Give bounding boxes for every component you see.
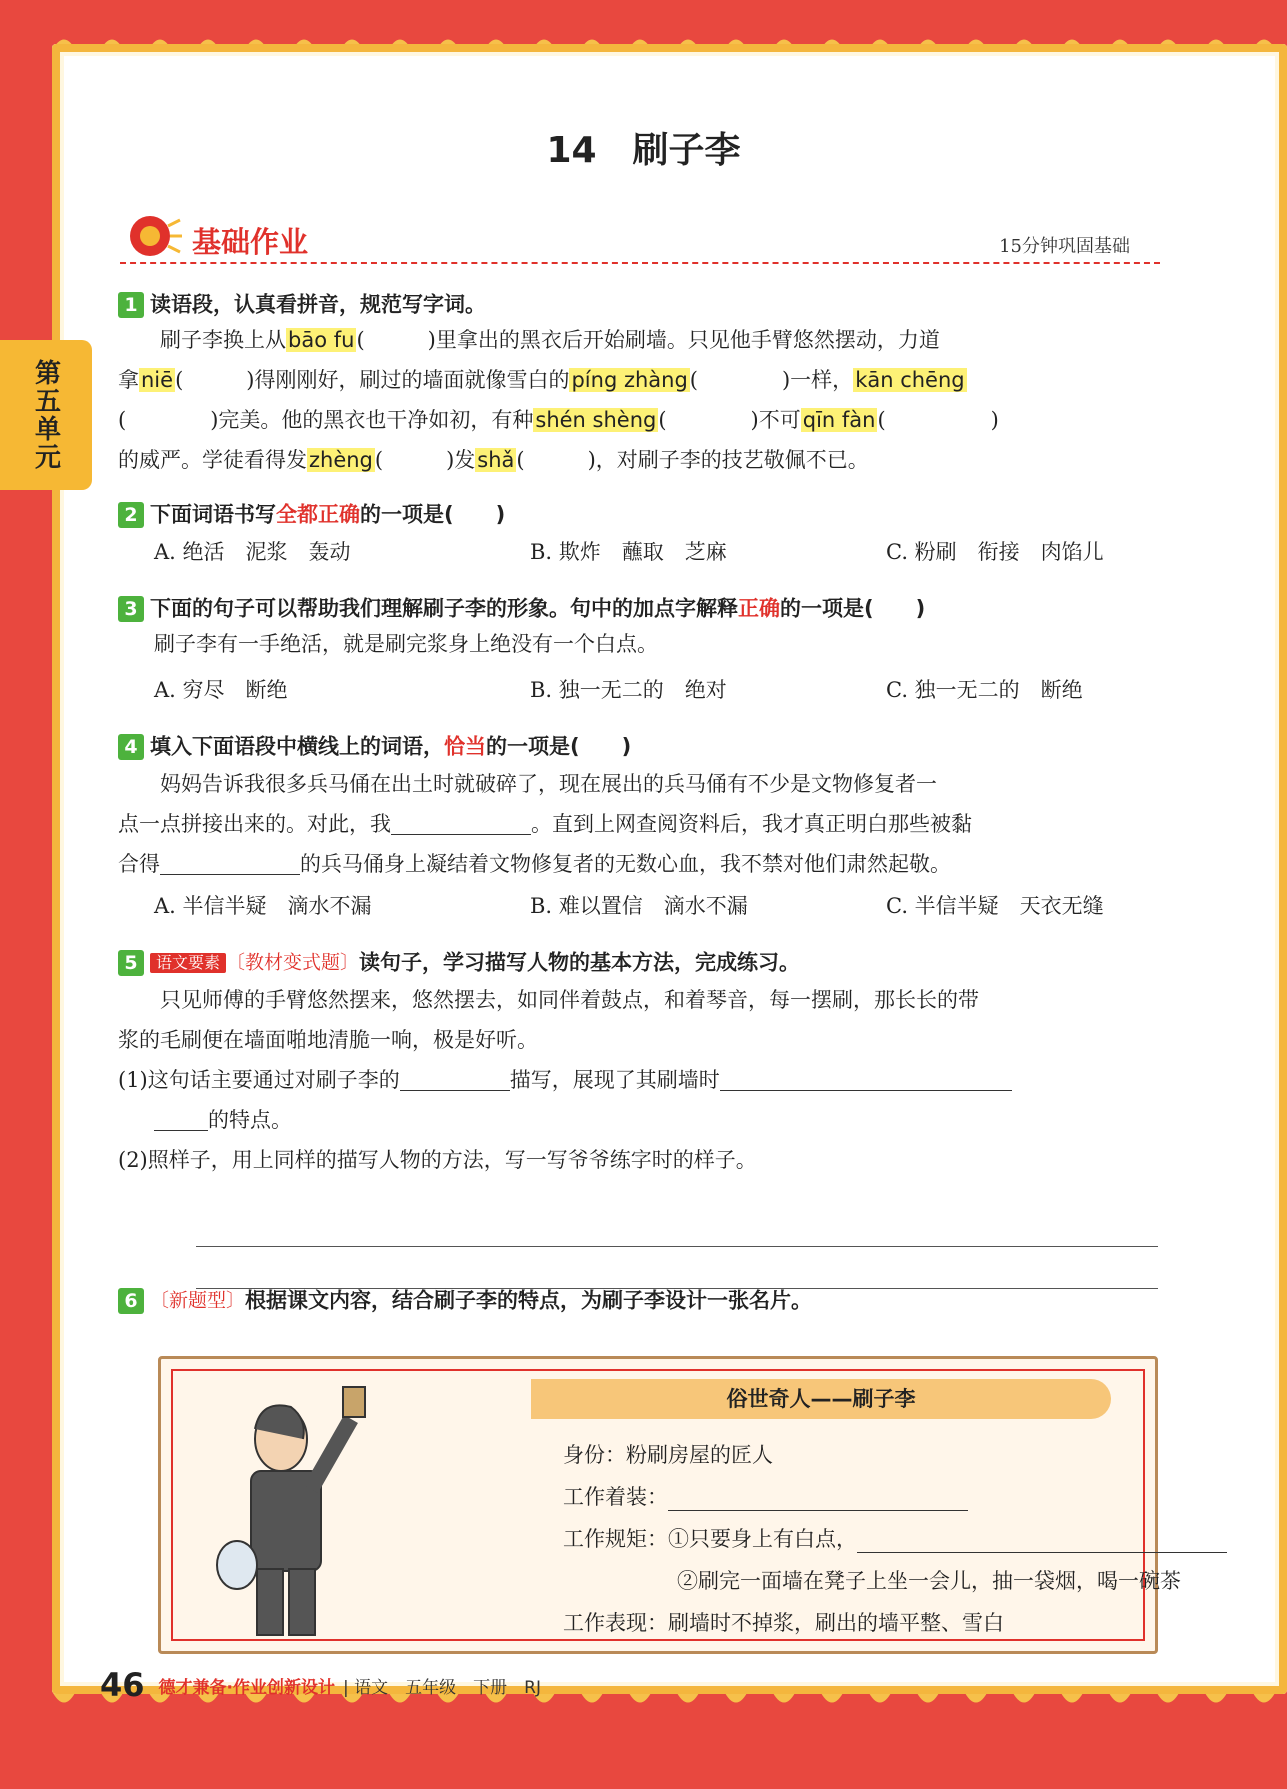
- page-number: 46: [100, 1666, 145, 1704]
- q4-line-2: [118, 814, 972, 835]
- pinyin: shǎ: [477, 448, 515, 472]
- q5-number: 5: [118, 950, 144, 976]
- q5-prompt: 读句子，学习描写人物的基本方法，完成练习。: [359, 950, 801, 975]
- q2-prompt-emphasis: 全都正确: [276, 502, 360, 527]
- q1-text: ( )不可: [658, 408, 801, 432]
- q1-text: ( )得刚刚好，刷过的墙面就像雪白的: [175, 368, 570, 392]
- q1-number: 1: [118, 292, 144, 318]
- q1-line-1: [160, 330, 940, 351]
- q2-prompt: 的一项是( ): [360, 502, 506, 527]
- q5-sub-1-cont: [154, 1110, 292, 1131]
- q4-number: 4: [118, 734, 144, 760]
- q1-text: ( )完美。他的黑衣也干净如初，有种: [118, 408, 534, 432]
- q4-prompt: 的一项是( ): [486, 734, 632, 759]
- q4-line-1: 妈妈告诉我很多兵马俑在出土时就破碎了，现在展出的兵马俑有不少是文物修复者一: [160, 772, 937, 796]
- q3-option-a[interactable]: A. 穷尽 断绝: [154, 678, 288, 702]
- q5-sub-2: (2)照样子，用上同样的描写人物的方法，写一写爷爷练字时的样子。: [118, 1148, 757, 1172]
- q5-blank-1[interactable]: [400, 1070, 510, 1091]
- q5-answer-line-2[interactable]: [196, 1288, 1158, 1289]
- q1-line-3: [118, 410, 999, 431]
- section-divider: [120, 262, 1160, 264]
- pinyin: bāo fu: [288, 328, 355, 352]
- card-attire-blank[interactable]: [668, 1490, 968, 1511]
- footer-subject: | 语文 五年级 下册 RJ: [343, 1677, 541, 1698]
- q4-prompt-emphasis: 恰当: [444, 734, 486, 759]
- card-rules-blank[interactable]: [857, 1532, 1227, 1553]
- q1-text: ( )里拿出的黑衣后开始刷墙。只见他手臂悠然摆动，力道: [356, 328, 940, 352]
- q5-passage-line-1: 只见师傅的手臂悠然摆来，悠然摆去，如同伴着鼓点，和着琴音，每一摆刷，那长长的带: [160, 988, 979, 1012]
- card-rules-2: ②刷完一面墙在凳子上坐一会儿，抽一袋烟，喝一碗茶: [677, 1569, 1181, 1593]
- q6-bracket-label: 〔新题型〕: [150, 1289, 246, 1312]
- q4-blank-1[interactable]: [391, 814, 531, 835]
- q5-blank-2[interactable]: [720, 1070, 1012, 1091]
- footer-brand: 德才兼备·作业创新设计: [158, 1677, 335, 1698]
- q4-line-3: [118, 854, 951, 875]
- q1-text: ( )发: [374, 448, 476, 472]
- q1-text: ( ): [877, 408, 999, 432]
- q3-prompt: 下面的句子可以帮助我们理解刷子李的形象。句中的加点字解释: [150, 596, 738, 621]
- pinyin: shén shèng: [535, 408, 657, 432]
- q4-option-c[interactable]: C. 半信半疑 天衣无缝: [886, 894, 1104, 918]
- q1-text: 刷子李换上从: [160, 328, 286, 352]
- q5-text: 的特点。: [208, 1108, 292, 1132]
- section-header: [120, 210, 1160, 266]
- q4-heading: [118, 734, 631, 760]
- q1-line-2: [118, 370, 967, 391]
- name-card-title: 俗世奇人——刷子李: [531, 1379, 1111, 1419]
- q6-number: 6: [118, 1288, 144, 1314]
- q2-option-a[interactable]: A. 绝活 泥浆 轰动: [154, 540, 351, 564]
- q5-heading: [118, 950, 800, 976]
- q5-answer-line-1[interactable]: [196, 1246, 1158, 1247]
- unit-tab: [0, 340, 92, 490]
- q1-line-4: [118, 450, 869, 471]
- q3-option-c[interactable]: C. 独一无二的 断绝: [886, 678, 1083, 702]
- q5-tag: 语文要素: [150, 953, 226, 973]
- section-hint: 15分钟巩固基础: [999, 236, 1130, 257]
- card-attire-label: 工作着装：: [563, 1485, 668, 1509]
- section-label: 基础作业: [192, 225, 309, 259]
- pinyin: kān chēng: [855, 368, 965, 392]
- q1-prompt: 读语段，认真看拼音，规范写字词。: [150, 292, 486, 317]
- q3-prompt: 的一项是( ): [780, 596, 926, 621]
- q1-text: ( )，对刷子李的技艺敬佩不已。: [516, 448, 869, 472]
- painter-illustration: [211, 1379, 391, 1641]
- q5-text: (1)这句话主要通过对刷子李的: [118, 1068, 400, 1092]
- q4-option-a[interactable]: A. 半信半疑 滴水不漏: [154, 894, 372, 918]
- q4-text: 。直到上网查阅资料后，我才真正明白那些被黏: [531, 812, 972, 836]
- q5-blank-3[interactable]: [154, 1110, 208, 1131]
- q4-text: 合得: [118, 852, 160, 876]
- q3-sentence: 刷子李有一手绝活，就是刷完浆身上绝没有一个白点。: [154, 632, 658, 656]
- q5-bracket-label: 〔教材变式题〕: [226, 951, 360, 974]
- q3-number: 3: [118, 596, 144, 622]
- q5-passage-line-2: 浆的毛刷便在墙面啪地清脆一响，极是好听。: [118, 1028, 538, 1052]
- pinyin: píng zhàng: [571, 368, 688, 392]
- page-footer: [100, 1666, 541, 1704]
- card-attire: [563, 1481, 968, 1511]
- pinyin: niē: [141, 368, 174, 392]
- q4-text: 的兵马俑身上凝结着文物修复者的无数心血，我不禁对他们肃然起敬。: [300, 852, 951, 876]
- q2-option-b[interactable]: B. 欺炸 蘸取 芝麻: [530, 540, 727, 564]
- card-identity: 身份：粉刷房屋的匠人: [563, 1443, 773, 1467]
- q1-text: ( )一样，: [689, 368, 854, 392]
- q4-option-b[interactable]: B. 难以置信 滴水不漏: [530, 894, 748, 918]
- q2-number: 2: [118, 502, 144, 528]
- unit-tab-label: 第五单元: [30, 359, 61, 471]
- q2-option-c[interactable]: C. 粉刷 衔接 肉馅儿: [886, 540, 1104, 564]
- q6-heading: [118, 1288, 812, 1314]
- pinyin: qīn fàn: [802, 408, 876, 432]
- q4-text: 点一点拼接出来的。对此，我: [118, 812, 391, 836]
- q6-prompt: 根据课文内容，结合刷子李的特点，为刷子李设计一张名片。: [245, 1288, 813, 1313]
- q3-heading: [118, 596, 925, 622]
- lesson-title: 14 刷子李: [546, 130, 741, 171]
- q3-prompt-emphasis: 正确: [738, 596, 780, 621]
- q3-option-b[interactable]: B. 独一无二的 绝对: [530, 678, 727, 702]
- q5-text: 描写，展现了其刷墙时: [509, 1068, 720, 1092]
- q5-sub-1: [118, 1070, 1012, 1091]
- q2-prompt: 下面词语书写: [150, 502, 276, 527]
- q4-blank-2[interactable]: [160, 854, 300, 875]
- card-rules-1: [563, 1523, 1227, 1553]
- q1-heading: [118, 292, 486, 318]
- card-performance: 工作表现：刷墙时不掉浆，刷出的墙平整、雪白: [563, 1611, 1004, 1635]
- name-card: [158, 1356, 1181, 1654]
- q1-text: 拿: [118, 368, 139, 392]
- drum-icon: [120, 210, 184, 266]
- card-rules-label: 工作规矩：①只要身上有白点，: [563, 1527, 857, 1551]
- q4-prompt: 填入下面语段中横线上的词语，: [150, 734, 444, 759]
- q1-text: 的威严。学徒看得发: [118, 448, 307, 472]
- pinyin: zhèng: [309, 448, 373, 472]
- q2-heading: [118, 502, 505, 528]
